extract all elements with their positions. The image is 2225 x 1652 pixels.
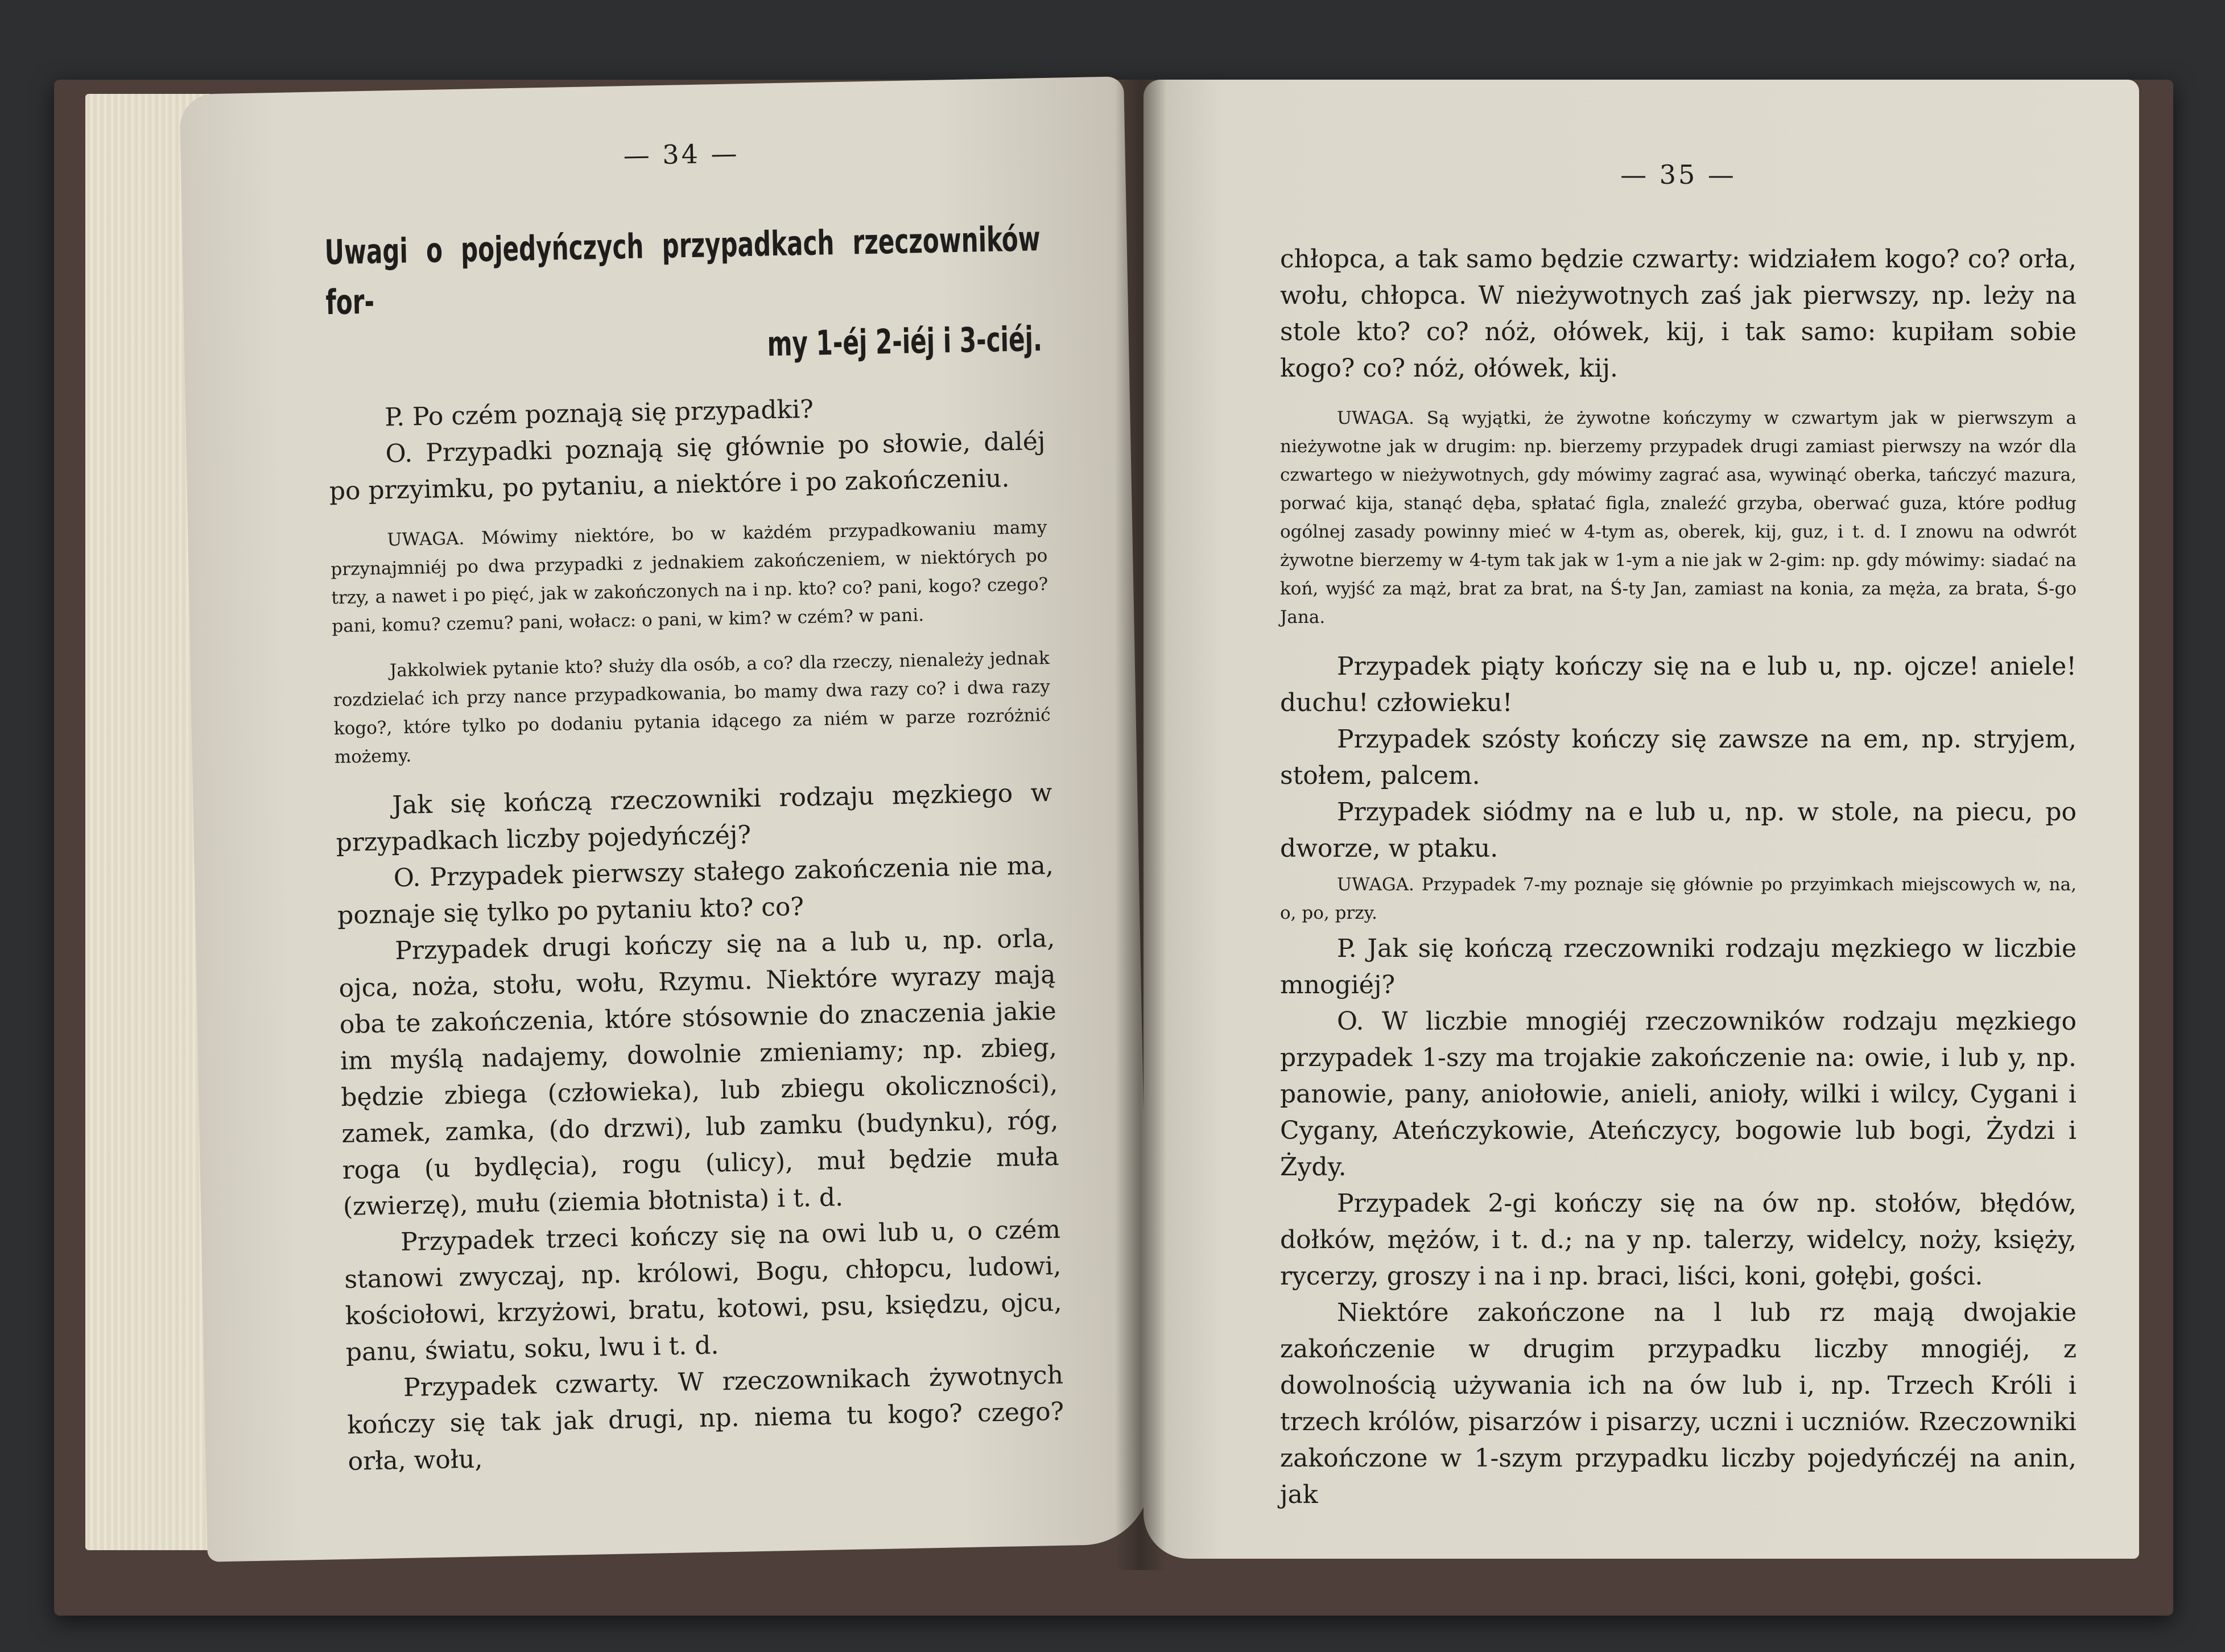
note-paragraph: UWAGA. Są wyjątki, że żywotne kończymy w czwartym jak w pierwszym a nieżywotne jak w drugim: np. bierzemy przypadek drugi zamiast pierwszy na wzór dla czwartego w nieżywotnych, gdy mówimy zagrać asa, wywinąć oberka, tańczyć mazura, porwać kija, stanąć dęba, spłatać figla, znaleźć grzyba, oberwać guza, które podług ogólnej zasady powinny mieć w 4-tym as, oberek, kij, guz, i t. d. I znowu na odwrót żywotne bierzemy w 4-tym tak jak w 1-ym a nie jak w 2-gim: np. gdy mówimy: siadać na koń, wyjść za mąż, brat za brat, na Ś-ty Jan, zamiast na konia, za męża, za brata, Ś-go Jana. <box>1280 408 2077 627</box>
section-heading <box>324 214 1043 378</box>
body-paragraph: Niektóre zakończone na l lub rz mają dwojakie zakończenie w drugim przypadku liczby mnogiéj, z dowolnością używania ich na ów lub i, np. Trzech Króli i trzech królów, pisarzów i pisarzy, uczni i uczniów. Rzeczowniki zakończone w 1-szym przypadku liczby pojedyńczéj na anin, jak <box>1280 1298 2077 1509</box>
note-paragraph: UWAGA. Przypadek 7-my poznaje się głównie po przyimkach miejscowych w, na, o, po, przy. <box>1280 874 2077 923</box>
note-paragraph: Jakkolwiek pytanie kto? służy dla osób, a co? dla rzeczy, nienależy jednak rozdzielać ich przy nance przypadkowania, bo mamy dwa razy co? i dwa razy kogo?, które tylko po dodaniu pytania idącego za niém w parze rozróżnić możemy. <box>333 647 1051 768</box>
left-page <box>179 76 1151 1562</box>
note-paragraph: UWAGA. Mówimy niektóre, bo w każdém przypadkowaniu mamy przynajmniéj po dwa przypadki z jednakiem zakończeniem, w niektórych po trzy, a nawet i po pięć, jak w zakończonych na i np. kto? co? pani, kogo? czego? pani, komu? czemu? pani, wołacz: o pani, w kim? w czém? w pani. <box>331 517 1048 637</box>
heading-line-1: Uwagi o pojedyńczych przypadkach rzeczowników for- <box>324 219 1041 323</box>
body-paragraph: Przypadek drugi kończy się na a lub u, np. orla, ojca, noża, stołu, wołu, Rzymu. Niektóre wyrazy mają oba te zakończenia, które stósownie do znaczenia jakie im myślą nadajemy, dowolnie zmieniamy; np. zbieg, będzie zbiega (człowieka), lub zbiegu okoliczności), zamek, zamka, (do drzwi), lub zamku (budynku), róg, roga (u bydlęcia), rogu (ulicy), muł będzie muła (zwierzę), mułu (ziemia błotnista) i t. d. <box>339 923 1060 1222</box>
body-paragraph: Przypadek piąty kończy się na e lub u, np. ojcze! aniele! duchu! człowieku! <box>1280 652 2077 717</box>
body-paragraph: Przypadek siódmy na e lub u, np. w stole, na piecu, po dworze, w ptaku. <box>1280 798 2077 863</box>
question-paragraph: P. Jak się kończą rzeczowniki rodzaju męzkiego w liczbie mnogiéj? <box>1280 934 2077 1000</box>
body-paragraph: Przypadek szósty kończy się zawsze na em, np. stryjem, stołem, palcem. <box>1280 725 2077 790</box>
body-paragraph: Przypadek 2-gi kończy się na ów np. stołów, błędów, dołków, mężów, i t. d.; na y np. talerzy, widelcy, noży, księży, rycerzy, groszy i na i np. braci, liści, koni, gołębi, gości. <box>1280 1189 2077 1291</box>
question-paragraph: P. Po czém poznają się przypadki? <box>384 394 814 432</box>
right-page <box>1144 80 2139 1559</box>
answer-paragraph: O. W liczbie mnogiéj rzeczowników rodzaju męzkiego przypadek 1-szy ma trojakie zakończenie na: owie, i lub y, np. panowie, pany, aniołowie, anieli, anioły, wilki i wilcy, Cygani i Cygany, Ateńczykowie, Ateńczycy, bogowie lub bogi, Żydzi i Żydy. <box>1280 1007 2077 1182</box>
body-paragraph: Przypadek trzeci kończy się na owi lub u, o czém stanowi zwyczaj, np. królowi, Bogu, chłopcu, ludowi, kościołowi, krzyżowi, bratu, kotowi, psu, księdzu, ojcu, panu, światu, soku, lwu i t. d. <box>344 1215 1062 1367</box>
body-paragraph: Przypadek czwarty. W rzeczownikach żywotnych kończy się tak jak drugi, np. niema tu kogo? czego? orła, wołu, <box>346 1360 1064 1476</box>
page-number: — 35 — <box>1620 159 1736 190</box>
answer-paragraph: O. Przypadki poznają się głównie po słowie, daléj po przyimku, po pytaniu, a niektóre i po zakończeniu. <box>329 427 1046 506</box>
question-paragraph: Jak się kończą rzeczowniki rodzaju męzkiego w przypadkach liczby pojedyńczéj? <box>336 778 1052 858</box>
page-number: — 34 — <box>623 138 740 171</box>
body-paragraph: chłopca, a tak samo będzie czwarty: widziałem kogo? co? orła, wołu, chłopca. W nieżywotnych zaś jak pierwszy, np. leży na stole kto? co? nóż, ołówek, kij, i tak samo: kupiłam sobie kogo? co? nóż, ołówek, kij. <box>1280 245 2077 383</box>
book-gutter <box>1115 80 1166 1570</box>
heading-line-2: my 1-éj 2-iéj i 3-ciéj. <box>766 319 1043 365</box>
answer-paragraph: O. Przypadek pierwszy stałego zakończenia nie ma, poznaje się tylko po pytaniu kto? co? <box>337 850 1054 931</box>
